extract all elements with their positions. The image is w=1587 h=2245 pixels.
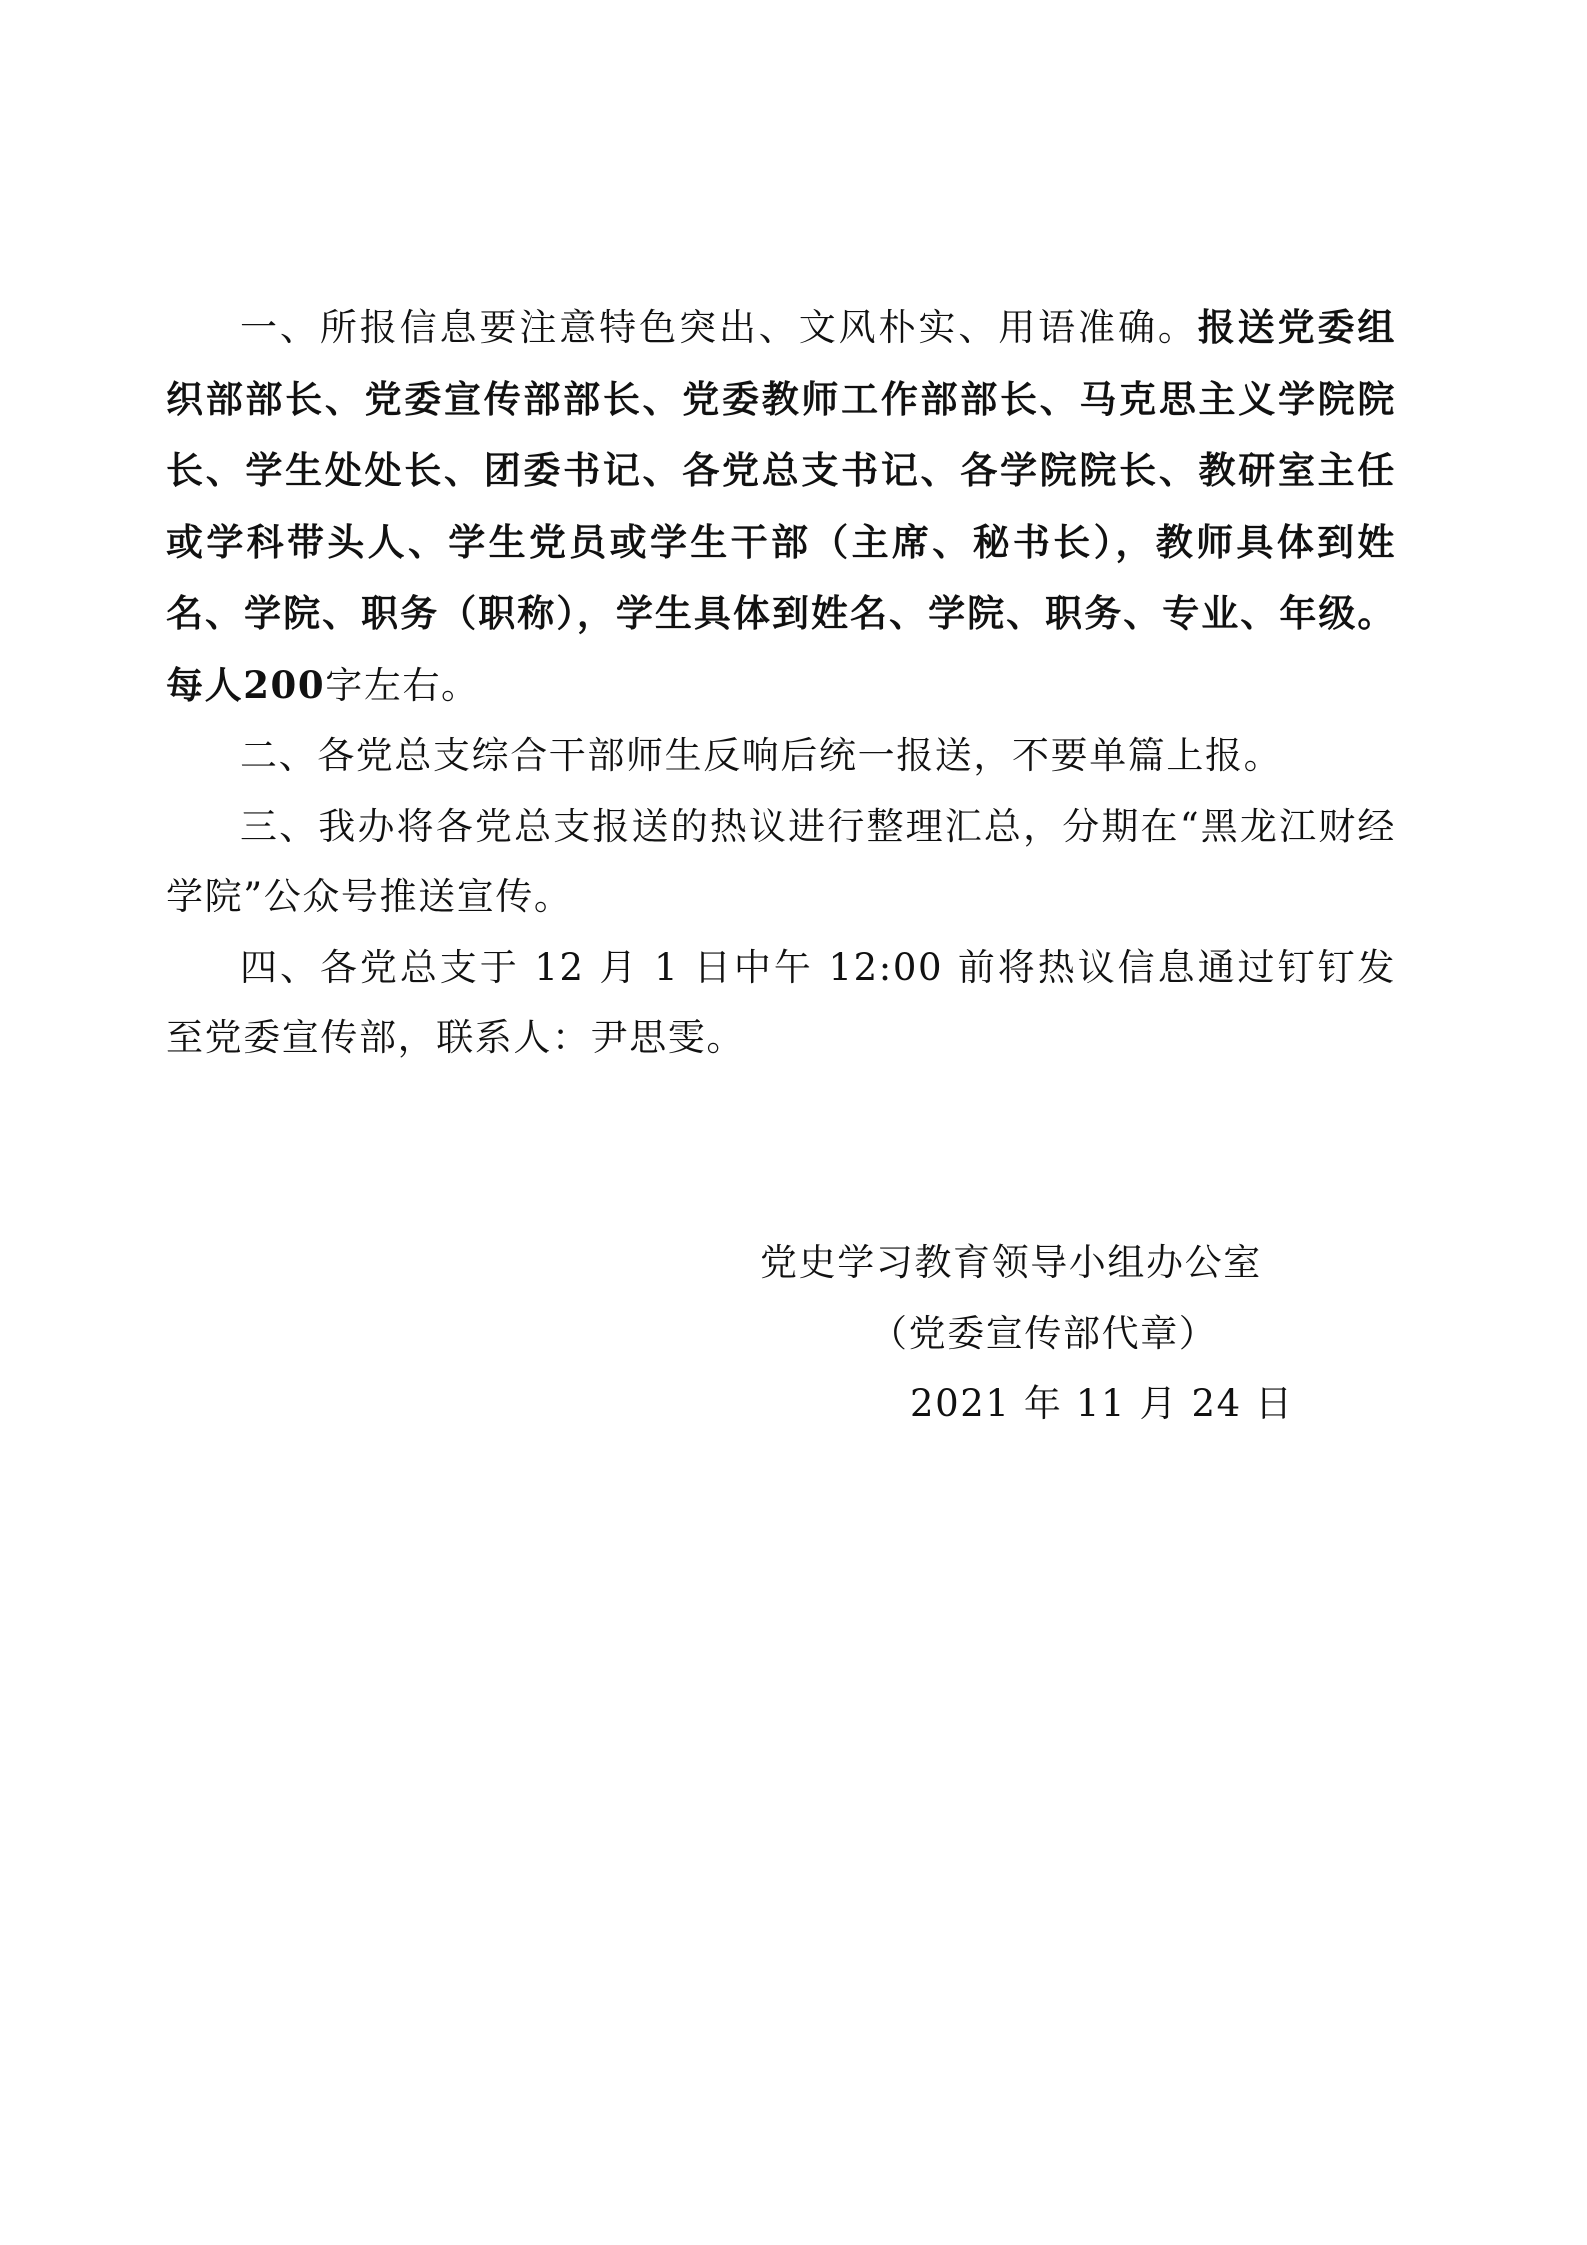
paragraph-1-word-count: 200 [243,662,326,707]
paragraph-1-tail: 字左右。 [325,663,480,707]
document-body [166,292,1396,1074]
signature-seal-note: （党委宣传部代章） [870,1311,1218,1355]
signature-organization: 党史学习教育领导小组办公室 [760,1241,1262,1284]
paragraph-1-recipients: 报送党委组织部部长、党委宣传部部长、党委教师工作部部长、马克思主义学院院长、学生处处长、团委书记、各党总支书记、各学院院长、教研室主任或学科带头人、学生党员或学生干部（主席、秘书长），教师具体到姓名、学院、职务（职称），学生具体到姓名、学院、职务、专业、年级。每人 [166,305,1396,707]
signature-date: 2021 年 11 月 24 日 [910,1382,1294,1425]
paragraph-4: 四、各党总支于 12 月 1 日中午 12:00 前将热议信息通过钉钉发至党委宣传部，联系人：尹思雯。 [166,945,1396,1059]
paragraph-2: 二、各党总支综合干部师生反响后统一报送，不要单篇上报。 [240,734,1283,777]
paragraph-1-intro: 一、所报信息要注意特色突出、文风朴实、用语准确。 [240,306,1198,349]
paragraph-3: 三、我办将各党总支报送的热议进行整理汇总，分期在“黑龙江财经学院”公众号推送宣传。 [166,804,1396,918]
paragraph-1 [166,292,1396,721]
signature-block [760,1228,1360,1440]
